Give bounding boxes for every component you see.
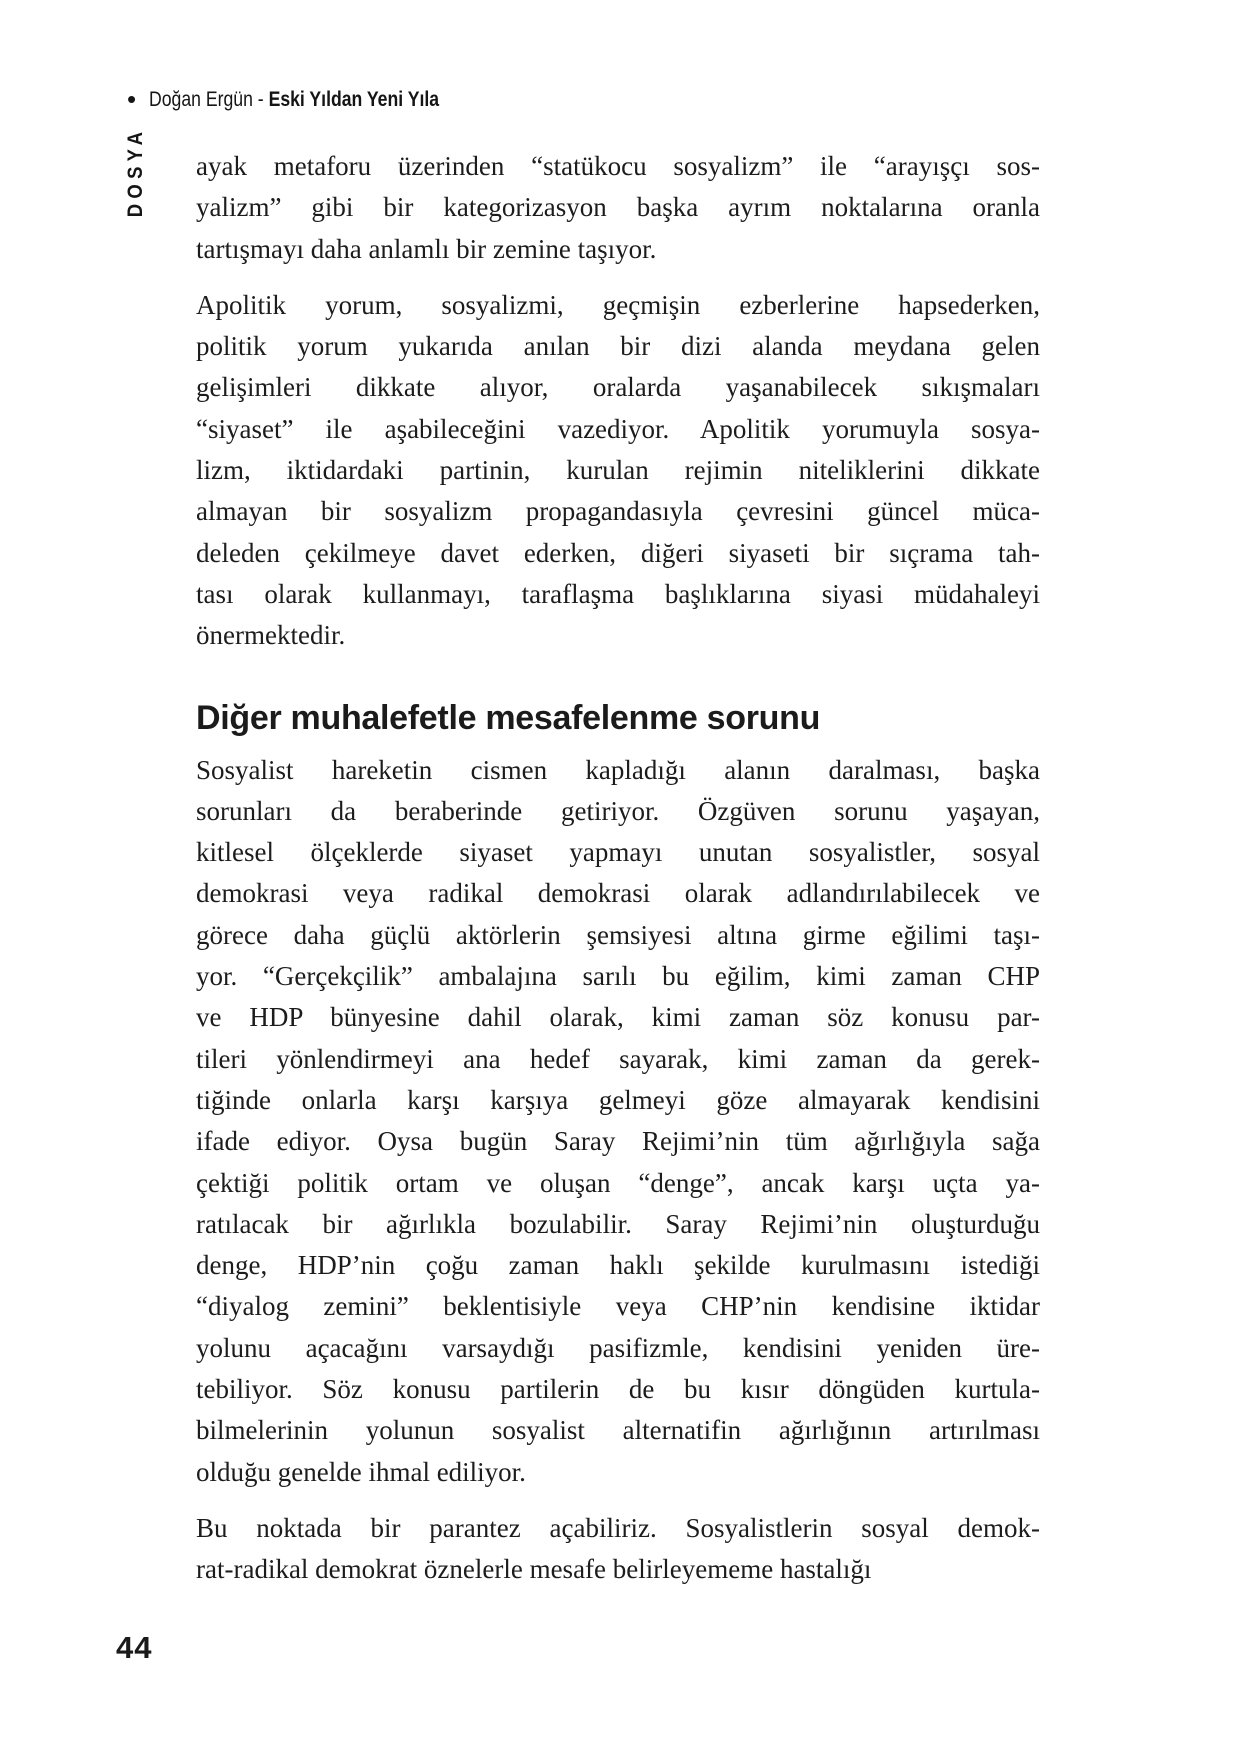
text-line: rat-radikal demokrat öznelerle mesafe belirleyememe hastalığı: [196, 1554, 872, 1585]
section-label-dosya: DOSYA: [124, 126, 147, 218]
text-line: yalizm” gibi bir kategorizasyon başka ayrım noktalarına oranla: [196, 192, 1040, 223]
text-line: ayak metaforu üzerinden “statükocu sosyalizm” ile “arayışçı sos-: [196, 151, 1040, 181]
text-line: görece daha güçlü aktörlerin şemsiyesi altına girme eğilimi taşı-: [196, 919, 1040, 950]
text-line: demokrasi veya radikal demokrasi olarak adlandırılabilecek ve: [196, 878, 1040, 909]
text-line: önermektedir.: [196, 620, 346, 651]
paragraph: [196, 146, 1040, 270]
text-line: lizm, iktidardaki partinin, kurulan rejimin niteliklerini dikkate: [196, 455, 1040, 486]
text-line: deleden çekilmeye davet ederken, diğeri siyaseti bir sıçrama tah-: [196, 537, 1040, 568]
text-line: çektiği politik ortam ve oluşan “denge”, ancak karşı uçta ya-: [196, 1167, 1040, 1198]
text-column: [196, 146, 1040, 1606]
text-line: denge, HDP’nin çoğu zaman haklı şekilde kurulmasını istediği: [196, 1250, 1040, 1281]
paragraph: [196, 285, 1040, 657]
text-line: almayan bir sosyalizm propagandasıyla çevresini güncel müca-: [196, 496, 1040, 527]
bullet-icon: •: [127, 84, 137, 114]
paragraph: [196, 1508, 1040, 1591]
text-line: kitlesel ölçeklerde siyaset yapmayı unutan sosyalistler, sosyal: [196, 837, 1040, 868]
header-book-title: Eski Yıldan Yeni Yıla: [268, 86, 440, 111]
header-text: [149, 87, 439, 112]
text-line: tiğinde onlarla karşı karşıya gelmeyi göze almayarak kendisini: [196, 1084, 1040, 1115]
text-line: olduğu genelde ihmal ediliyor.: [196, 1456, 526, 1487]
text-line: sorunları da beraberinde getiriyor. Özgüven sorunu yaşayan,: [196, 795, 1040, 826]
text-line: Apolitik yorum, sosyalizmi, geçmişin ezberlerine hapsederken,: [196, 289, 1040, 320]
text-line: yolunu açacağını varsaydığı pasifizmle, kendisini yeniden üre-: [196, 1332, 1040, 1363]
text-line: bilmelerinin yolunun sosyalist alternatifin ağırlığının artırılması: [196, 1415, 1040, 1446]
text-line: Bu noktada bir parantez açabiliriz. Sosyalistlerin sosyal demok-: [196, 1512, 1040, 1543]
text-line: ratılacak bir ağırlıkla bozulabilir. Saray Rejimi’nin oluşturduğu: [196, 1208, 1040, 1239]
header-author: Doğan Ergün -: [149, 86, 269, 111]
text-line: ve HDP bünyesine dahil olarak, kimi zaman söz konusu par-: [196, 1002, 1040, 1033]
text-line: tartışmayı daha anlamlı bir zemine taşıyor.: [196, 233, 657, 264]
text-line: “diyalog zemini” beklentisiyle veya CHP’nin kendisine iktidar: [196, 1291, 1040, 1322]
text-line: tası olarak kullanmayı, taraflaşma başlıklarına siyasi müdahaleyi: [196, 578, 1040, 609]
text-line: politik yorum yukarıda anılan bir dizi alanda meydana gelen: [196, 331, 1040, 362]
page-number: 44: [116, 1630, 153, 1665]
text-line: Sosyalist hareketin cismen kapladığı alanın daralması, başka: [196, 754, 1040, 785]
section-heading: Diğer muhalefetle mesafelenme sorunu: [196, 698, 821, 737]
paragraph: [196, 750, 1040, 1493]
running-header: [127, 86, 503, 112]
text-line: tebiliyor. Söz konusu partilerin de bu kısır döngüden kurtula-: [196, 1374, 1040, 1405]
text-line: “siyaset” ile aşabileceğini vazediyor. Apolitik yorumuyla sosya-: [196, 413, 1040, 444]
text-line: gelişimleri dikkate alıyor, oralarda yaşanabilecek sıkışmaları: [196, 372, 1040, 403]
text-line: tileri yönlendirmeyi ana hedef sayarak, kimi zaman da gerek-: [196, 1043, 1040, 1074]
text-line: ifade ediyor. Oysa bugün Saray Rejimi’nin tüm ağırlığıyla sağa: [196, 1126, 1040, 1157]
text-line: yor. “Gerçekçilik” ambalajına sarılı bu eğilim, kimi zaman CHP: [196, 961, 1040, 992]
